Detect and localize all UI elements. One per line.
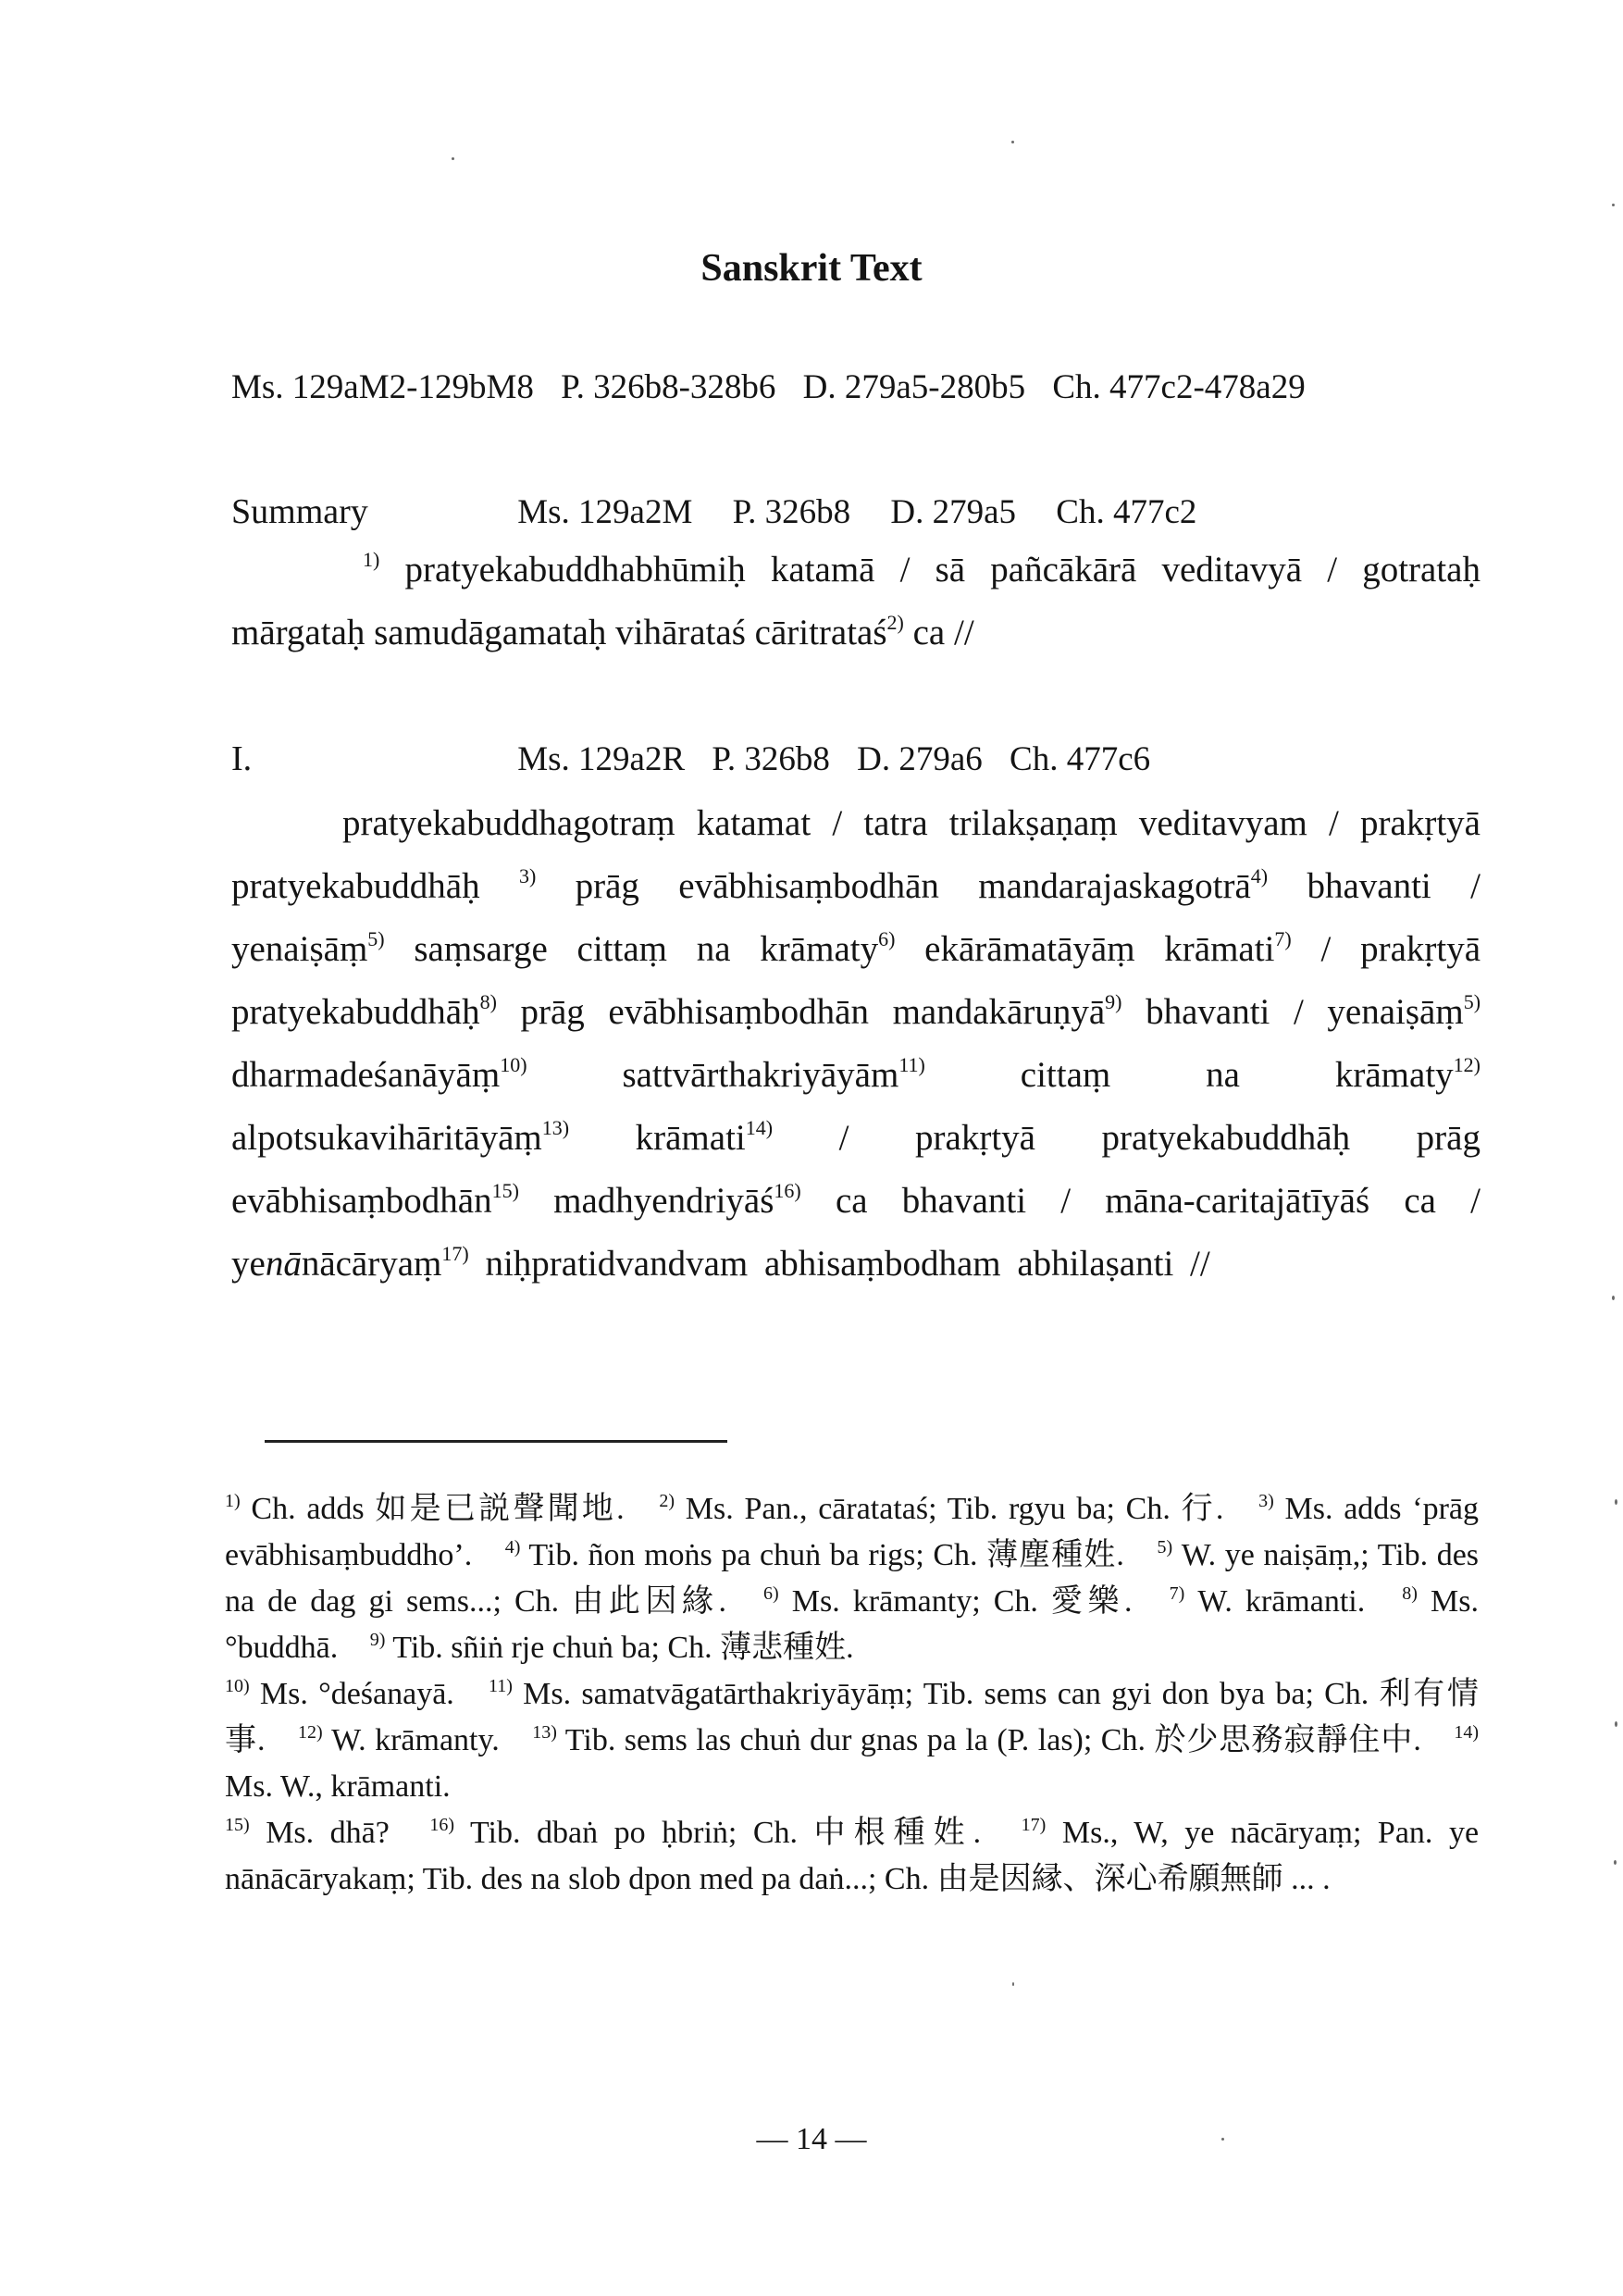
footnote: $^{1)}$ Ch. adds 如是已説聲聞地. <box>225 1491 625 1526</box>
footnote-marker: 12) <box>1453 1053 1481 1076</box>
footnote-marker: 10) <box>500 1053 527 1076</box>
footnote: $^{3)}$ Ms. adds ‘prāg evābhisaṃbuddho’. <box>225 1491 1480 1572</box>
reference-ch: Ch. 477c2-478a29 <box>1052 368 1306 406</box>
footnote-marker: 3) <box>518 864 537 887</box>
reference-p: P. 326b8-328b6 <box>561 368 776 406</box>
scan-speck <box>1614 1860 1617 1865</box>
footnote-marker: 13) <box>541 1116 570 1139</box>
scan-speck <box>1221 2138 1224 2141</box>
footnote-marker: 2) <box>886 611 904 634</box>
footnote-marker: 7) <box>1274 927 1292 950</box>
footnote-marker: 4) <box>1250 864 1269 887</box>
scan-speck <box>1011 141 1014 143</box>
scan-speck <box>1615 1499 1617 1505</box>
summary-ref-ch: Ch. 477c2 <box>1056 493 1197 531</box>
footnote: $^{15)}$ Ms. dhā? <box>225 1815 390 1850</box>
reference-ms: Ms. 129aM2-129bM8 <box>231 368 534 406</box>
footnote-marker: 9) <box>1105 990 1122 1013</box>
footnote: $^{13)}$ Tib. sems las chuṅ dur gnas pa la (P. las); Ch. 於少思務寂靜住中. <box>532 1722 1421 1757</box>
reference-d: D. 279a5-280b5 <box>802 368 1026 406</box>
footnote: $^{9)}$ Tib. sñiṅ rje chuṅ ba; Ch. 薄悲種姓. <box>369 1630 854 1665</box>
scan-speck <box>452 157 454 160</box>
footnote-marker: 5) <box>367 927 385 950</box>
section-ref-ch: Ch. 477c6 <box>1010 740 1151 778</box>
summary-ref-ms: Ms. 129a2M <box>517 493 693 531</box>
page-title: Sanskrit Text <box>700 247 923 290</box>
footnote-marker: 14) <box>745 1116 774 1139</box>
summary-text: $^{1)}$ pratyekabuddhabhūmiḥ katamā / sā pañcākārā veditavyā / gotrataḥ mārgataḥ samudāgamataḥ vihārataś cāritrataś$^{2)}$ ca // <box>231 548 1481 652</box>
scan-speck <box>1615 1721 1617 1727</box>
footnote-divider <box>265 1440 727 1443</box>
section-ref-d: D. 279a6 <box>857 740 983 778</box>
section-heading <box>231 736 1169 783</box>
footnote-marker: 6) <box>878 927 896 950</box>
scan-speck <box>1612 204 1615 206</box>
footnote: $^{8)}$ Ms. °buddhā. <box>225 1583 1479 1665</box>
footnote-marker: 5) <box>1463 990 1481 1013</box>
section-label: I. <box>231 739 253 778</box>
footnotes <box>225 1486 1479 1903</box>
footnote-marker: 17) <box>441 1242 469 1265</box>
italic-syllable: nā <box>265 1244 302 1284</box>
footnote-marker: 11) <box>898 1053 925 1076</box>
summary-ref-p: P. 326b8 <box>732 493 851 531</box>
page-number: — 14 — <box>756 2122 867 2156</box>
summary-heading <box>231 489 1228 536</box>
summary-ref-d: D. 279a5 <box>890 493 1017 531</box>
footnote-marker: 8) <box>479 990 497 1013</box>
scan-speck <box>1612 1296 1615 1300</box>
footnote: $^{6)}$ Ms. krāmanty; Ch. 愛樂. <box>763 1583 1133 1619</box>
footnote: $^{11)}$ Ms. samatvāgatārthakriyāyāṃ; Tib. sems can gyi don bya ba; Ch. 利有情事. <box>225 1676 1480 1757</box>
footnote: $^{5)}$ W. ye naiṣāṃ,; Tib. des na de dag gi sems...; Ch. 由此因緣. <box>225 1537 1480 1619</box>
footnote: $^{16)}$ Tib. dbaṅ po ḥbriṅ; Ch. 中根種姓. <box>429 1815 982 1850</box>
footnote: $^{12)}$ W. krāmanty. <box>297 1722 500 1757</box>
footnote: $^{10)}$ Ms. °deśanayā. <box>225 1676 454 1711</box>
footnote-marker: 15) <box>491 1179 519 1202</box>
footnote: $^{7)}$ W. krāmanti. <box>1169 1583 1366 1619</box>
summary-label: Summary <box>231 492 368 531</box>
footnote: $^{4)}$ Tib. ñon moṅs pa chuṅ ba rigs; Ch. 薄塵種姓. <box>504 1537 1124 1572</box>
section-text: pratyekabuddhagotraṃ katamat / tatra trilakṣaṇaṃ veditavyam / prakṛtyā pratyekabuddhāḥ $^{3)}$ prāg evābhisaṃbodhān mandarajaskagotrā$^{4)}$ bhavanti / yenaiṣāṃ$^{5)}$ saṃsarge cittaṃ na krāmaty$^{6)}$ ekārāmatāyāṃ krāmati$^{7)}$ / prakṛtyā pratyekabuddhāḥ$^{8)}$ prāg evābhisaṃbodhān mandakāruṇyā$^{9)}$ bhavanti / yenaiṣāṃ$^{5)}$ dharmadeśanāyāṃ$^{10)}$ sattvārthakriyāyām$^{11)}$ cittaṃ na krāmaty$^{12)}$ alpotsukavihāritāyāṃ$^{13)}$ krāmati$^{14)}$ / prakṛtyā pratyekabuddhāḥ prāg evābhisaṃbodhān$^{15)}$ madhyendriyāś$^{16)}$ ca bhavanti / māna-caritajātīyāś ca / yenānācāryaṃ$^{17)}$ niḥpratidvandvam abhisaṃbodham abhilaṣanti // <box>231 803 1481 1284</box>
section-ref-ms: Ms. 129a2R <box>517 740 686 778</box>
footnote: $^{17)}$ Ms., W, ye nācāryaṃ; Pan. ye nānācāryakaṃ; Tib. des na slob dpon med pa daṅ...; Ch. 由是因縁、深心希願無師 ... . <box>225 1815 1480 1896</box>
footnote-marker: 16) <box>774 1179 801 1202</box>
scan-speck <box>1012 1982 1014 1986</box>
manuscript-references <box>231 365 1324 411</box>
footnote: $^{14)}$ Ms. W., krāmanti. <box>225 1722 1479 1804</box>
footnote-marker: 1) <box>363 548 380 571</box>
section-ref-p: P. 326b8 <box>712 740 830 778</box>
footnote: $^{2)}$ Ms. Pan., cāratataś; Tib. rgyu ba; Ch. 行. <box>659 1491 1224 1526</box>
